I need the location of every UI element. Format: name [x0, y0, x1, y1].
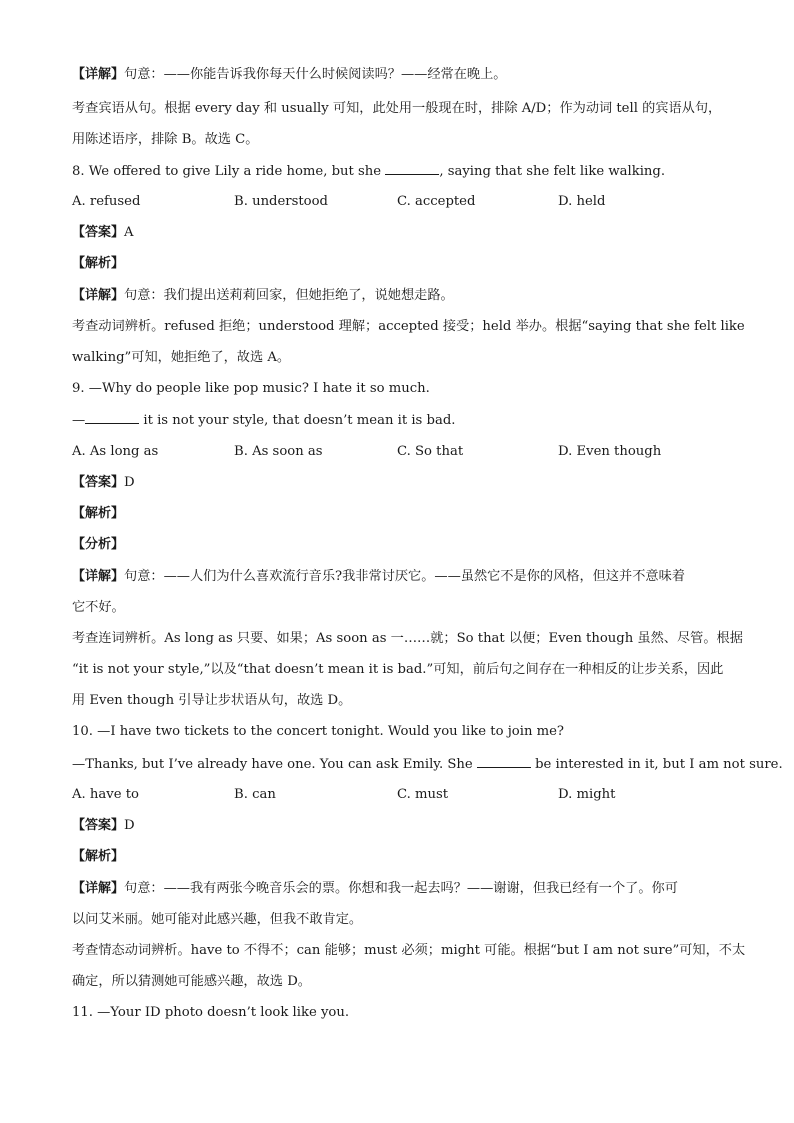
q9-stem-before: — [72, 413, 86, 428]
detail-text: 句意：——人们为什么喜欢流行音乐?我非常讨厌它。——虽然它不是你的风格，但这并不意味着 [124, 569, 685, 584]
q9-detail-line-1 [72, 568, 685, 586]
detail-tag: 【详解】 [72, 67, 125, 82]
q9-analysis-line-2: “it is not your style,”以及“that doesn’t mean it is bad.”可知，前后句之间存在一种相反的让步关系，因此 [72, 662, 724, 677]
q8-jiexi-line [72, 255, 124, 273]
answer-value: D [124, 818, 135, 833]
detail-tag: 【详解】 [72, 569, 125, 584]
q8-analysis-line-2: walking”可知，她拒绝了，故选 A。 [72, 350, 291, 365]
q10-detail-line-1 [72, 880, 678, 898]
answer-blank [85, 411, 139, 424]
q9-option-d: D. Even though [558, 444, 662, 459]
detail-text: 句意：——我有两张今晚音乐会的票。你想和我一起去吗？——谢谢，但我已经有一个了。你可 [124, 881, 678, 896]
answer-tag: 【答案】 [72, 225, 125, 240]
q9-option-c: C. So that [397, 444, 464, 459]
q9-analysis-line-1: 考查连词辨析。As long as 只要、如果；As soon as 一……就；So that 以便；Even though 虽然、尽管。根据 [72, 631, 743, 646]
detail-text: 句意：我们提出送莉莉回家，但她拒绝了，说她想走路。 [124, 288, 454, 303]
q7-analysis-line-1: 考查宾语从句。根据 every day 和 usually 可知，此处用一般现在时，排除 A/D；作为动词 tell 的宾语从句， [72, 101, 722, 116]
jiexi-tag: 【解析】 [72, 506, 125, 521]
q10-stem-line-1: 10. —I have two tickets to the concert tonight. Would you like to join me? [72, 724, 565, 739]
answer-tag: 【答案】 [72, 475, 125, 490]
jiexi-tag: 【解析】 [72, 256, 125, 271]
q7-analysis-line-2: 用陈述语序，排除 B。故选 C。 [72, 132, 259, 147]
q9-answer-line [72, 474, 135, 492]
q9-stem-line-1: 9. —Why do people like pop music? I hate it so much. [72, 381, 430, 396]
q10-stem-after: be interested in it, but I am not sure. [530, 757, 783, 772]
detail-tag: 【详解】 [72, 881, 125, 896]
q9-jiexi-line [72, 505, 124, 523]
q10-analysis-line-2: 确定，所以猜测她可能感兴趣，故选 D。 [72, 974, 311, 989]
q10-stem-before: —Thanks, but I’ve already have one. You can ask Emily. She [72, 757, 473, 772]
q10-jiexi-line [72, 848, 124, 866]
q8-analysis-line-1: 考查动词辨析。refused 拒绝；understood 理解；accepted 接受；held 举办。根据“saying that she felt like [72, 319, 745, 334]
q9-fenxi-line [72, 536, 124, 554]
q9-stem-after: it is not your style, that doesn’t mean it is bad. [139, 413, 456, 428]
q9-analysis-line-3: 用 Even though 引导让步状语从句，故选 D。 [72, 693, 352, 708]
q9-option-a: A. As long as [72, 444, 159, 459]
q9-stem-line-2 [72, 411, 455, 430]
answer-blank [477, 755, 531, 768]
q11-stem-line-1: 11. —Your ID photo doesn’t look like you. [72, 1005, 350, 1020]
q9-option-b: B. As soon as [234, 444, 323, 459]
q8-option-c: C. accepted [397, 194, 476, 209]
q9-detail-line-2: 它不好。 [72, 600, 125, 615]
q10-detail-line-2: 以问艾米丽。她可能对此感兴趣，但我不敢肯定。 [72, 912, 363, 927]
q8-option-d: D. held [558, 194, 606, 209]
q8-option-b: B. understood [234, 194, 328, 209]
q8-answer-line [72, 224, 134, 242]
answer-blank [385, 162, 439, 175]
jiexi-tag: 【解析】 [72, 849, 125, 864]
q8-stem-before: 8. We offered to give Lily a ride home, but she [72, 164, 382, 179]
answer-value: A [124, 225, 134, 240]
detail-text: 句意：——你能告诉我你每天什么时候阅读吗？——经常在晚上。 [124, 67, 507, 82]
fenxi-tag: 【分析】 [72, 537, 125, 552]
q8-stem-after: , saying that she felt like walking. [439, 164, 666, 179]
q10-answer-line [72, 817, 135, 835]
answer-tag: 【答案】 [72, 818, 125, 833]
q10-stem-line-2 [72, 755, 783, 774]
q7-detail-line [72, 66, 506, 84]
q10-option-d: D. might [558, 787, 616, 802]
q10-analysis-line-1: 考查情态动词辨析。have to 不得不；can 能够；must 必须；might 可能。根据“but I am not sure”可知，不太 [72, 943, 746, 958]
q10-option-c: C. must [397, 787, 449, 802]
q10-option-a: A. have to [72, 787, 139, 802]
q8-detail-line [72, 287, 454, 305]
q8-option-a: A. refused [72, 194, 141, 209]
detail-tag: 【详解】 [72, 288, 125, 303]
answer-value: D [124, 475, 135, 490]
q8-stem [72, 162, 665, 181]
q10-option-b: B. can [234, 787, 276, 802]
